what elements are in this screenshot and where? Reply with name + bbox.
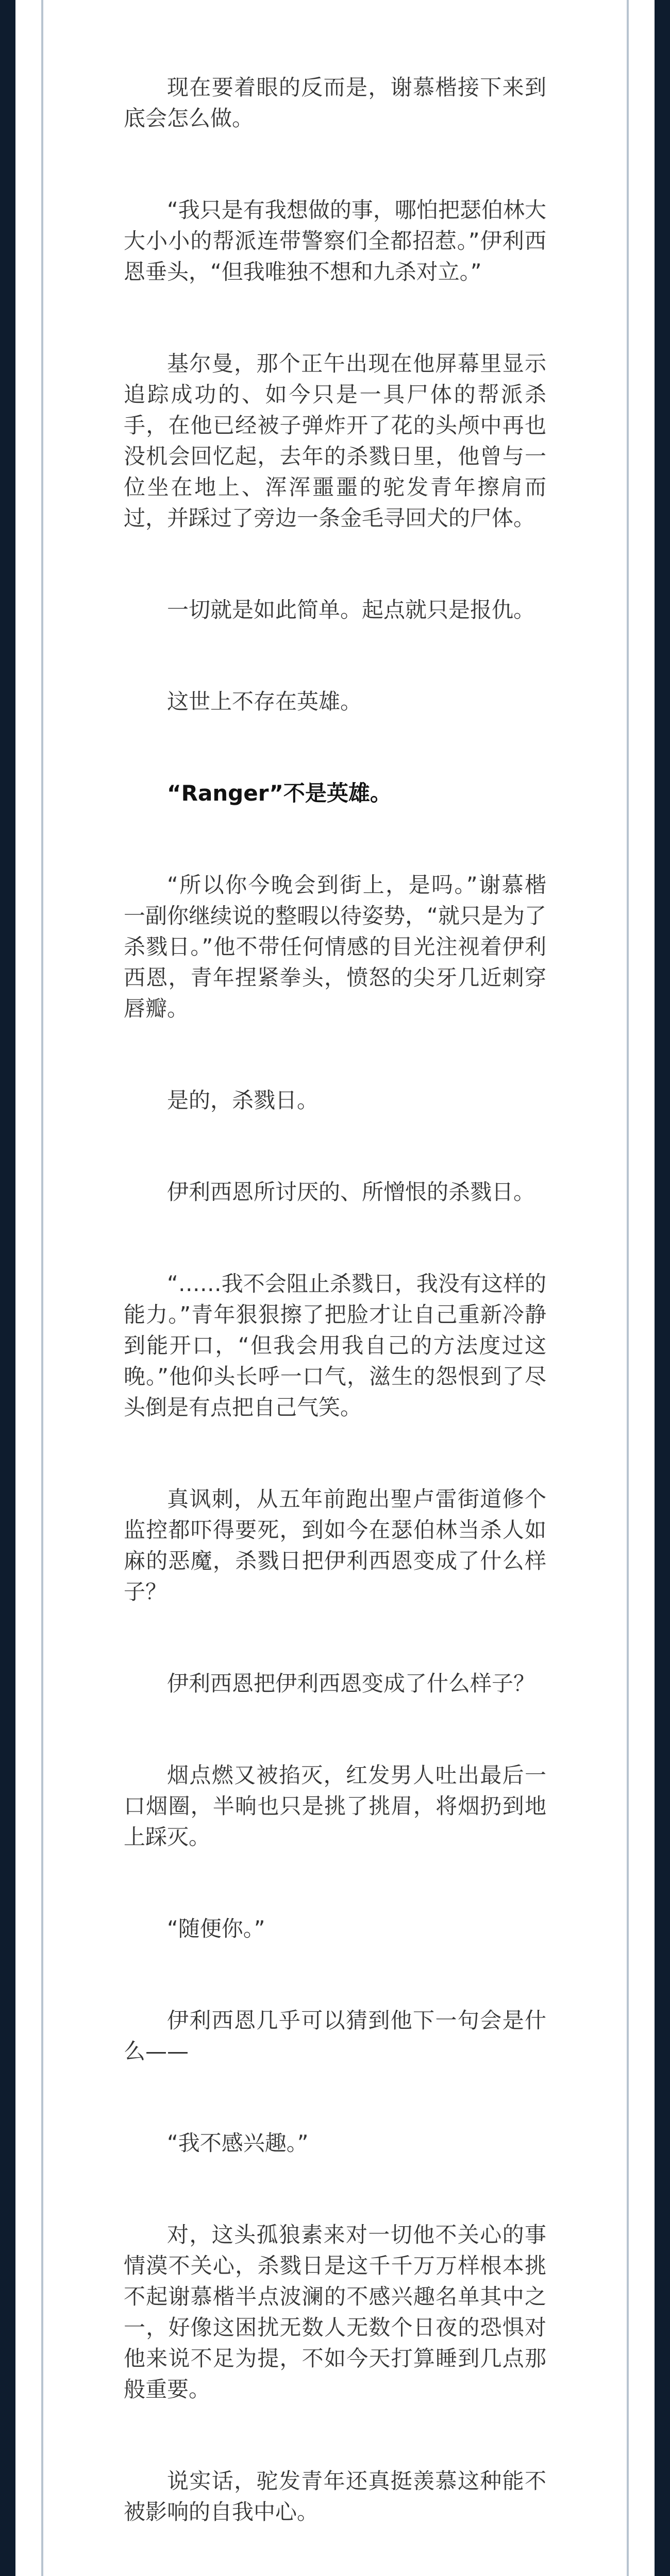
paragraph: 一切就是如此简单。起点就只是报仇。 — [167, 597, 535, 622]
paragraph: 烟点燃又被掐灭，红发男人吐出最后一口烟圈，半晌也只是挑了挑眉，将烟扔到地上踩灭。 — [124, 1762, 546, 1850]
left-page-border — [0, 0, 57, 2576]
paragraph: “随便你。” — [167, 1916, 265, 1941]
right-page-border — [613, 0, 670, 2576]
paragraph: 伊利西恩把伊利西恩变成了什么样子？ — [167, 1671, 535, 1696]
paragraph: 是的，杀戮日。 — [167, 1088, 319, 1113]
paragraph: 说实话，驼发青年还真挺羡慕这种能不被影响的自我中心。 — [124, 2468, 546, 2524]
paragraph: 对，这头孤狼素来对一切他不关心的事情漠不关心，杀戮日是这千千万万样根本挑不起谢慕楷半点波澜的不感兴趣名单其中之一，好像这困扰无数人无数个日夜的恐惧对他来说不足为提，不如今天打算睡到几点那般重要。 — [124, 2222, 546, 2402]
paragraph: 这世上不存在英雄。 — [167, 689, 362, 714]
paragraph: 伊利西恩几乎可以猜到他下一句会是什么—— — [124, 2008, 546, 2064]
paragraph: “……我不会阻止杀戮日，我没有这样的能力。”青年狠狠擦了把脸才让自己重新冷静到能开口，“但我会用我自己的方法度过这晚。”他仰头长呼一口气，滋生的怨恨到了尽头倒是有点把自己气笑。 — [124, 1271, 546, 1420]
paragraph: “所以你今晚会到街上，是吗。”谢慕楷一副你继续说的整暇以待姿势，“就只是为了杀戮日。”他不带任何情感的目光注视着伊利西恩，青年捏紧拳头，愤怒的尖牙几近刺穿唇瓣。 — [124, 872, 546, 1021]
paragraph: 现在要着眼的反而是，谢慕楷接下来到底会怎么做。 — [124, 75, 546, 131]
bold-paragraph: “Ranger”不是英雄。 — [167, 781, 392, 806]
document-page — [57, 0, 613, 2576]
paragraph: “我不感兴趣。” — [167, 2130, 309, 2156]
paragraph: 基尔曼，那个正午出现在他屏幕里显示追踪成功的、如今只是一具尸体的帮派杀手，在他已经被子弹炸开了花的头颅中再也没机会回忆起，去年的杀戮日里，他曾与一位坐在地上、浑浑噩噩的驼发青年擦肩而过，并踩过了旁边一条金毛寻回犬的尸体。 — [124, 351, 546, 531]
paragraph: 真讽刺，从五年前跑出聖卢雷街道修个监控都吓得要死，到如今在瑟伯林当杀人如麻的恶魔，杀戮日把伊利西恩变成了什么样子？ — [124, 1486, 546, 1604]
page-body — [124, 72, 546, 2576]
paragraph: “我只是有我想做的事，哪怕把瑟伯林大大小小的帮派连带警察们全都招惹。”伊利西恩垂头，“但我唯独不想和九杀对立。” — [124, 197, 546, 284]
paragraph: 伊利西恩所讨厌的、所憎恨的杀戮日。 — [167, 1179, 535, 1205]
